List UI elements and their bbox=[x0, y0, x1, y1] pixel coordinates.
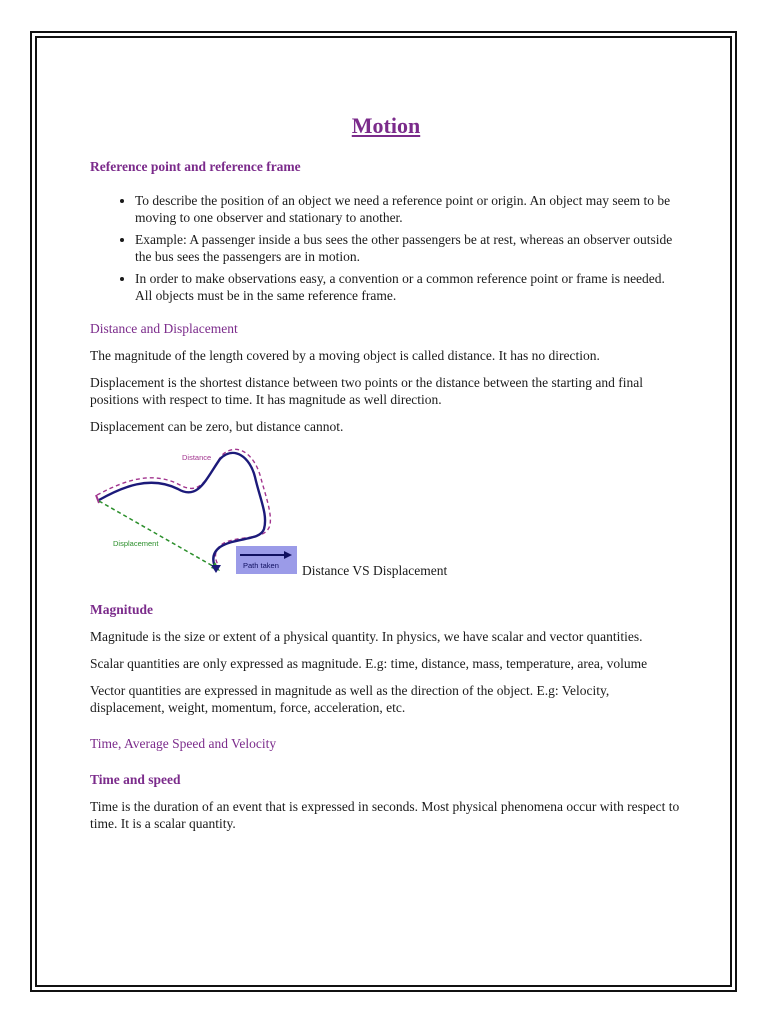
reference-bullet-list bbox=[90, 192, 682, 304]
start-marker bbox=[96, 495, 99, 503]
section-heading-reference: Reference point and reference frame bbox=[90, 159, 301, 174]
distance-displacement-diagram bbox=[90, 445, 305, 585]
paragraph: Displacement can be zero, but distance cannot. bbox=[90, 419, 344, 434]
paragraph: Scalar quantities are only expressed as magnitude. E.g: time, distance, mass, temperature, area, volume bbox=[90, 656, 648, 671]
document-title: Motion bbox=[351, 113, 421, 138]
paragraph: The magnitude of the length covered by a moving object is called distance. It has no direction. bbox=[90, 348, 600, 363]
list-item: • To describe the position of an object we need a reference point or origin. An object may seem to be moving to one observer and stationary to another. bbox=[135, 192, 682, 226]
section-heading-time-and-speed: Time and speed bbox=[90, 772, 181, 787]
document-content bbox=[90, 112, 682, 842]
list-item: • In order to make observations easy, a convention or a common reference point or frame is needed. All objects must be in the same reference frame. bbox=[135, 270, 682, 304]
path-arrowhead-icon bbox=[211, 565, 221, 573]
figure-caption: Distance VS Displacement bbox=[302, 563, 448, 578]
distance-displacement-figure bbox=[90, 445, 682, 585]
paragraph: Displacement is the shortest distance between two points or the distance between the starting and final positions with respect to time. It has magnitude as well direction. bbox=[90, 375, 643, 407]
displacement-label: Displacement bbox=[113, 539, 159, 548]
paragraph: Time is the duration of an event that is expressed in seconds. Most physical phenomena occur with respect to time. It is a scalar quantity. bbox=[90, 799, 680, 831]
list-item: • Example: A passenger inside a bus sees the other passengers be at rest, whereas an observer outside the bus sees the passengers are in motion. bbox=[135, 231, 682, 265]
paragraph: Vector quantities are expressed in magnitude as well as the direction of the object. E.g: Velocity, displacement, weight, momentum, force, acceleration, etc. bbox=[90, 683, 610, 715]
displacement-dashed-line bbox=[99, 501, 218, 569]
distance-label: Distance bbox=[182, 453, 212, 462]
paragraph: Magnitude is the size or extent of a physical quantity. In physics, we have scalar and vector quantities. bbox=[90, 629, 643, 644]
path-taken-label: Path taken bbox=[243, 561, 279, 570]
section-heading-time-speed-velocity: Time, Average Speed and Velocity bbox=[90, 736, 277, 751]
section-heading-magnitude: Magnitude bbox=[90, 602, 154, 617]
section-heading-distance-displacement: Distance and Displacement bbox=[90, 321, 238, 336]
